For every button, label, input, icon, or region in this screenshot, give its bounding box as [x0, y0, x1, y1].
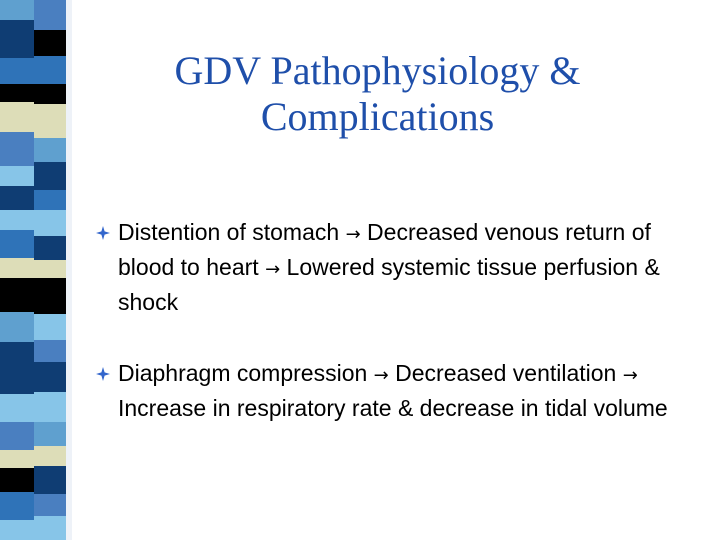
bullet-item-2	[96, 357, 696, 425]
bullet-1-part-2: Decreased venous return of blood to heart	[118, 219, 651, 280]
slide-title-line-2: Complications	[260, 94, 495, 139]
bullet-2-part-2: Decreased ventilation	[388, 360, 623, 386]
bullet-2-part-3: Increase in respiratory rate & decrease in tidal volume	[118, 395, 668, 421]
bullet-item-1	[96, 216, 696, 319]
slide-title	[110, 48, 645, 140]
arrow-icon: →	[373, 365, 389, 386]
bullet-list	[96, 216, 696, 463]
slide-title-line-1: GDV Pathophysiology &	[174, 48, 581, 93]
strip-pattern	[0, 0, 80, 540]
diamond-bullet-icon	[96, 226, 110, 240]
arrow-icon: →	[345, 224, 361, 245]
diamond-bullet-icon	[96, 367, 110, 381]
bullet-1-part-3: Lowered systemic tissue perfusion & shock	[118, 254, 660, 315]
bullet-text-2	[118, 357, 696, 425]
bullet-text-1	[118, 216, 696, 319]
arrow-icon: →	[265, 259, 281, 280]
decorative-left-strip	[0, 0, 80, 540]
bullet-1-part-1: Distention of stomach	[118, 219, 346, 245]
arrow-icon: →	[622, 365, 638, 386]
bullet-2-part-1: Diaphragm compression	[118, 360, 374, 386]
